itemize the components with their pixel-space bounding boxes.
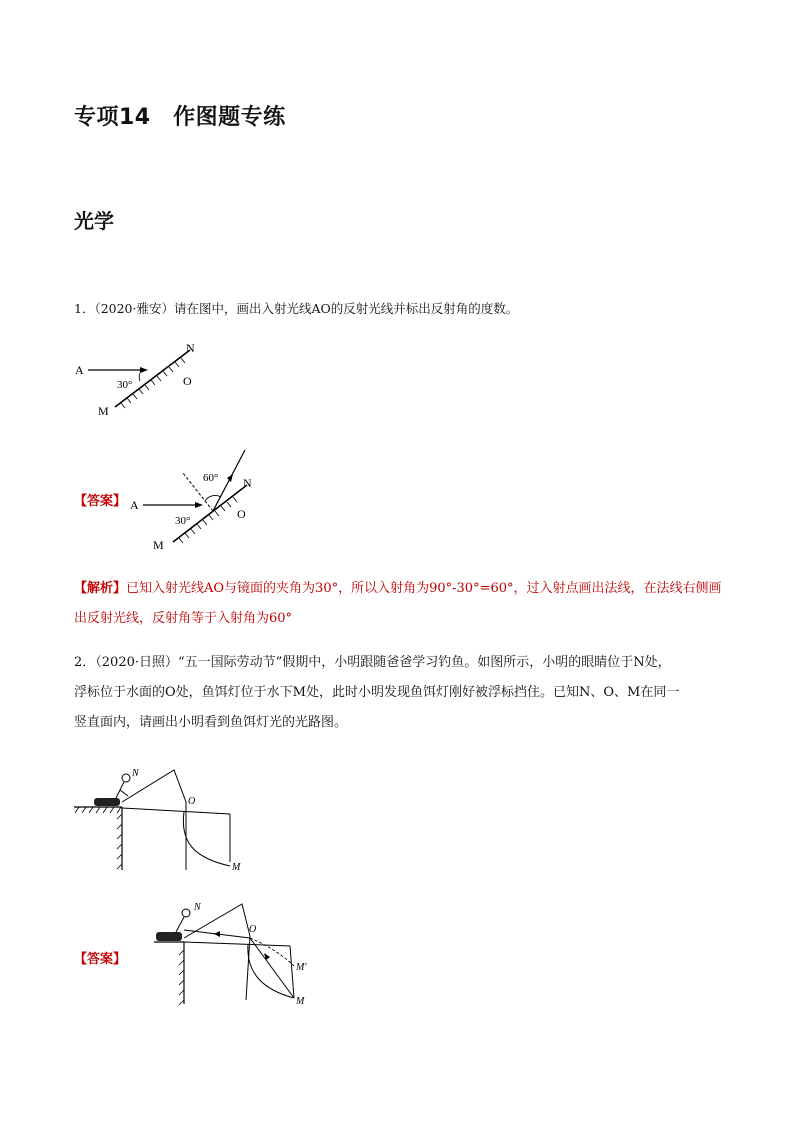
q2-line-1: 2．（2020·日照）“五一国际劳动节”假期中，小明跟随爸爸学习钓鱼。如图所示，小明的眼睛位于N处， xyxy=(74,655,671,670)
ans-label-a: A xyxy=(130,498,139,512)
q1-answer-label: 【答案】 xyxy=(74,494,127,509)
q2-line-3: 竖直面内，请画出小明看到鱼饵灯光的光路图。 xyxy=(74,715,348,730)
ans-label-o: O xyxy=(237,507,246,521)
section-heading: 光学 xyxy=(74,209,114,233)
question-2-figure xyxy=(74,762,254,874)
ans-angle-30: 30° xyxy=(175,515,191,527)
label-o: O xyxy=(183,374,192,388)
angle-label: 30° xyxy=(117,379,133,391)
q2-label-n: N xyxy=(132,768,139,779)
q1-answer-figure xyxy=(125,445,275,555)
q1-analysis xyxy=(74,574,724,634)
q2-label-m: M xyxy=(232,862,241,873)
ans-angle-60: 60° xyxy=(203,472,219,484)
q2-line-2: 浮标位于水面的O处，鱼饵灯位于水下M处，此时小明发现鱼饵灯刚好被浮标挡住。已知N、O、M在同一 xyxy=(74,685,680,700)
q1-analysis-label: 【解析】 xyxy=(74,581,127,596)
q2-ans-label-m: M xyxy=(296,996,305,1007)
q2-label-o: O xyxy=(188,796,196,807)
q2-ans-label-n: N xyxy=(194,902,201,913)
ans-label-m: M xyxy=(153,538,164,552)
q2-answer-label: 【答案】 xyxy=(74,952,127,967)
q1-analysis-text: 已知入射光线AO与镜面的夹角为30°，所以入射角为90°-30°=60°，过入射点画出法线，在法线右侧画出反射光线，反射角等于入射角为60° xyxy=(74,581,722,626)
q2-ans-label-o: O xyxy=(249,924,257,935)
q2-ans-label-mp: M′ xyxy=(296,962,307,973)
q2-answer-figure xyxy=(154,894,324,1010)
label-a: A xyxy=(75,363,84,377)
page-title: 专项14 作图题专练 xyxy=(74,105,286,130)
question-1-figure xyxy=(70,335,220,425)
question-1-text: 1．（2020·雅安）请在图中，画出入射光线AO的反射光线并标出反射角的度数。 xyxy=(74,301,519,316)
label-n: N xyxy=(186,341,195,355)
label-m: M xyxy=(98,404,109,418)
ans-label-n: N xyxy=(243,476,252,490)
question-2-text xyxy=(74,648,724,738)
